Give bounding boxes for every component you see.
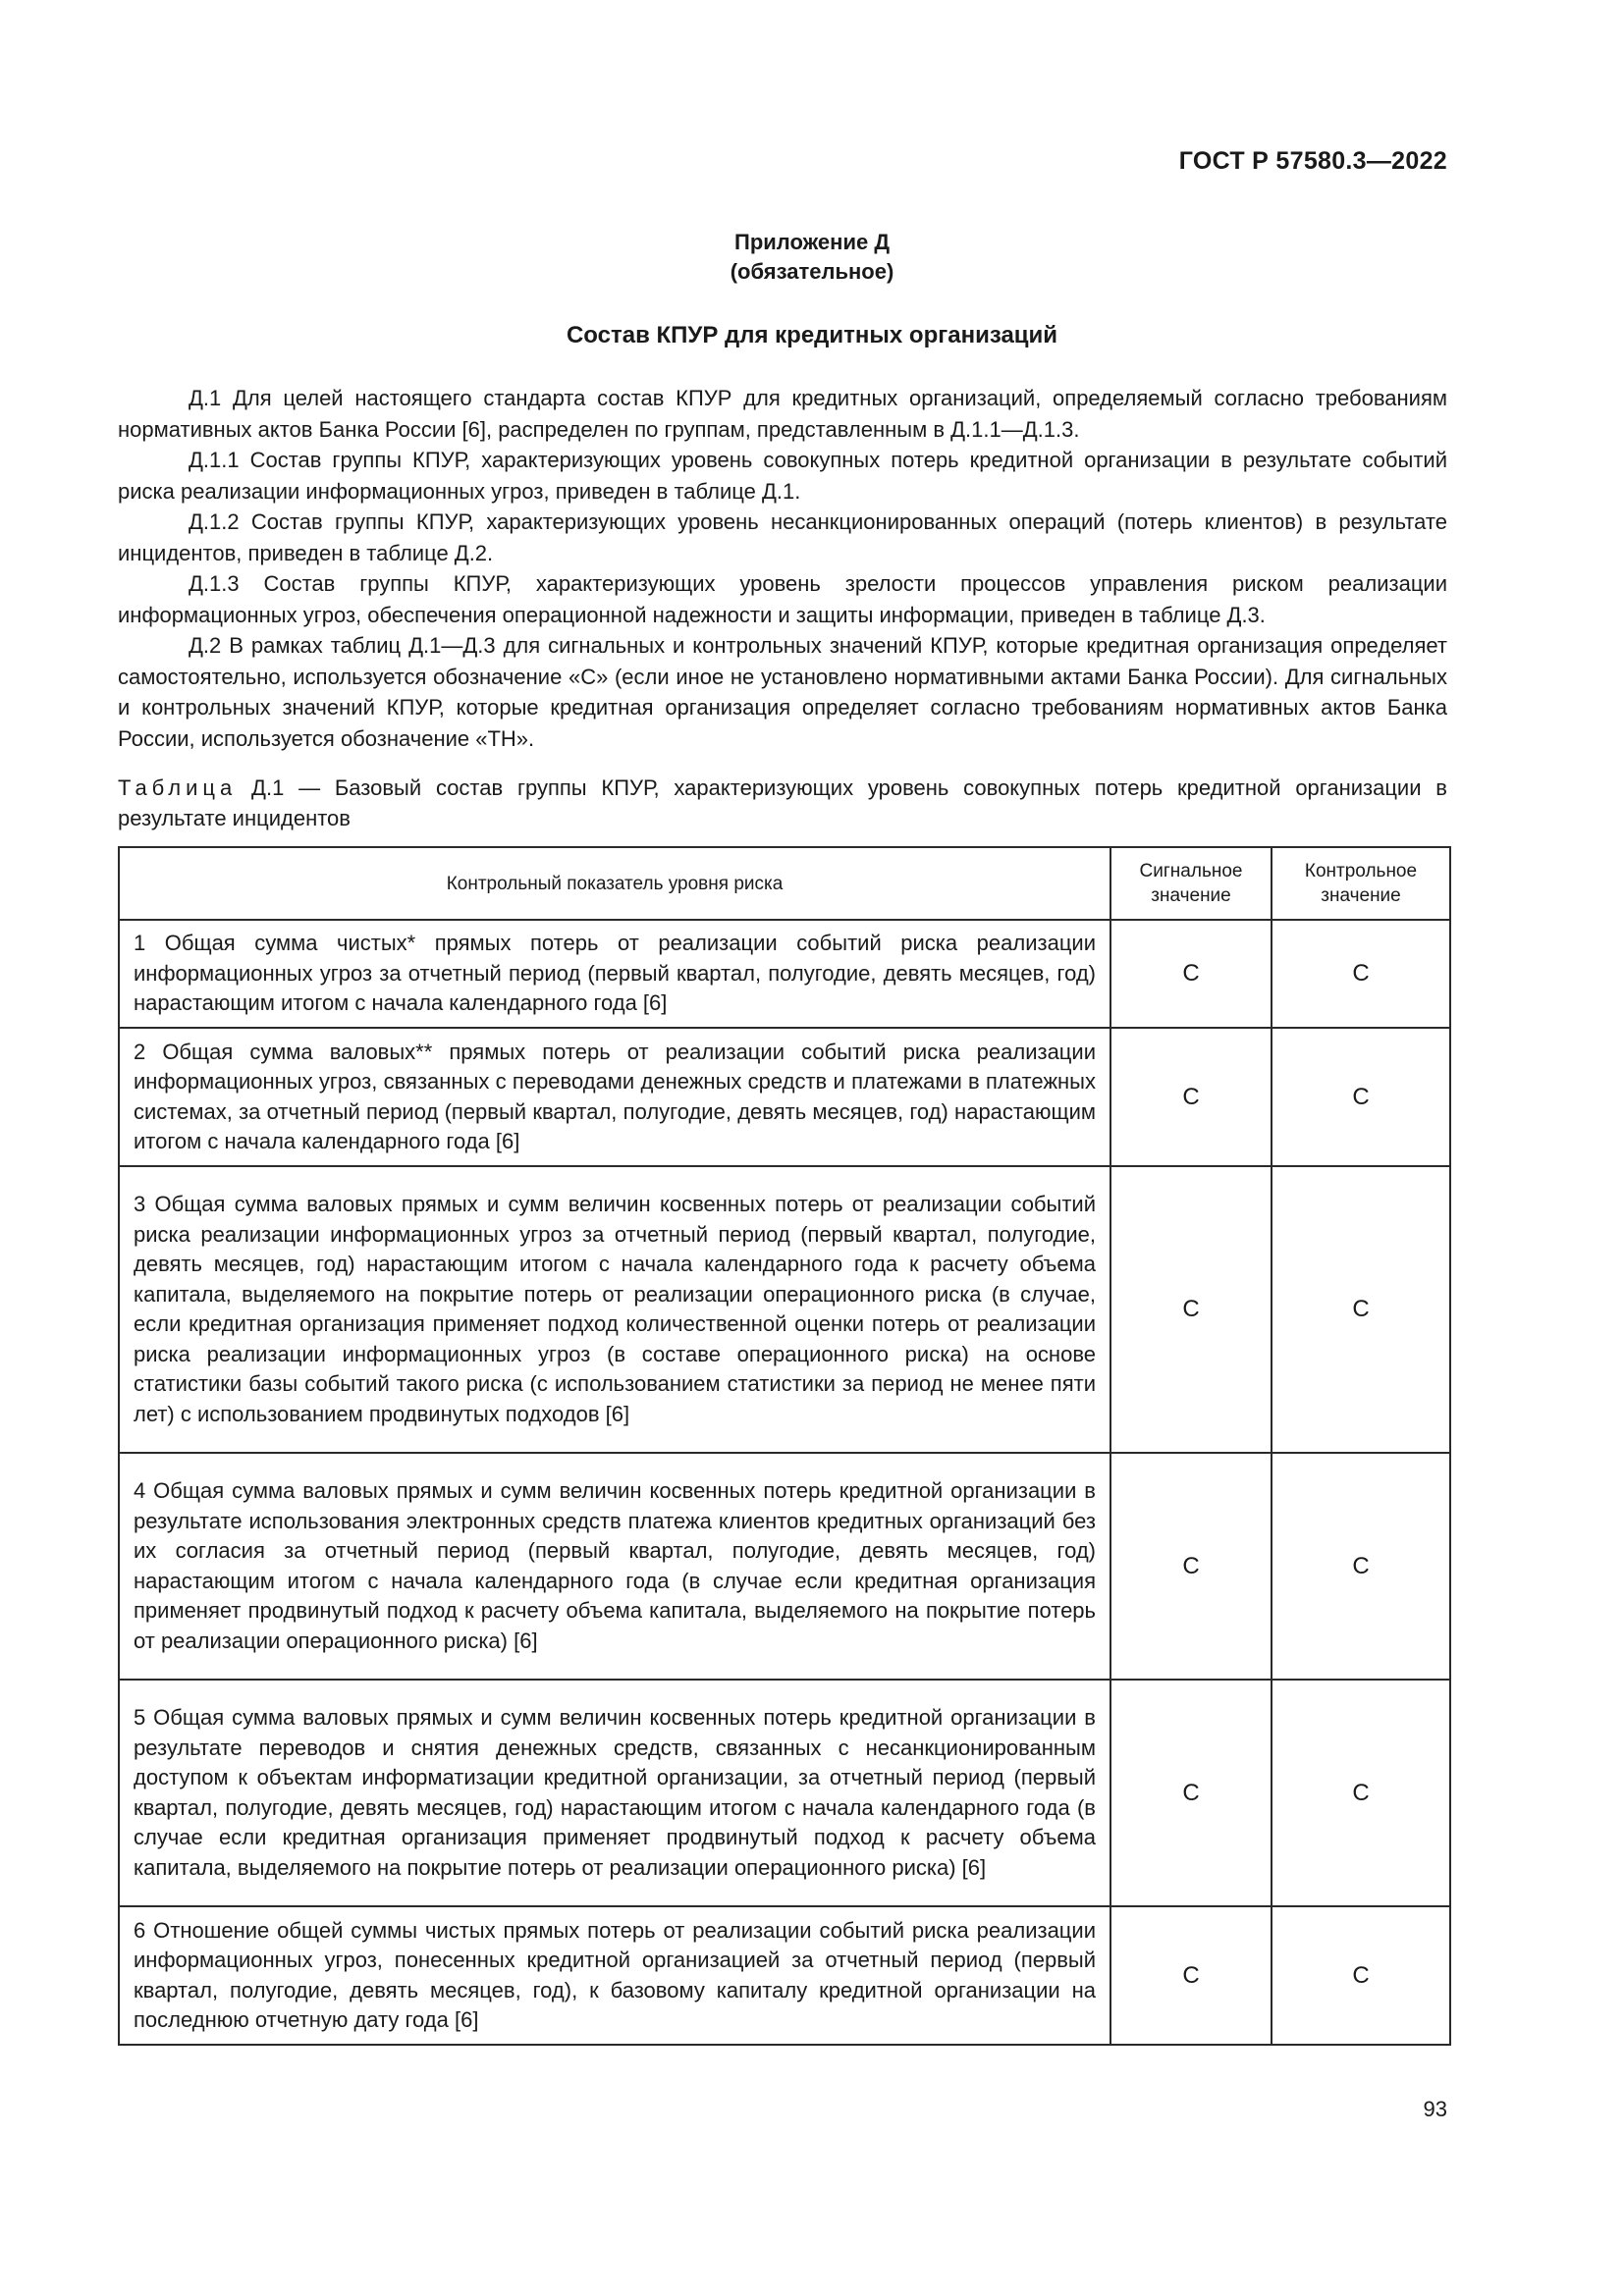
indicator-cell: 3 Общая сумма валовых прямых и сумм величин косвенных потерь от реализации событий риска реализации информационных угроз за отчетный период (первый квартал, полугодие, девять месяцев, год) нарастающим итогом с начала календарного года к расчету объема капитала, выделяемого на покрытие потерь от реализации операционного риска (в случае, если кредитная организация применяет подход количественной оценки потерь от реализации риска реализации информационных угроз (в составе операционного риска) на основе статистики базы событий такого риска (с использованием статистики за период не менее пяти лет) с использованием продвинутых подходов [6] xyxy=(119,1166,1110,1453)
signal-value-cell: С xyxy=(1110,1906,1272,2045)
table-row xyxy=(119,1166,1450,1453)
control-value-cell: С xyxy=(1272,1166,1450,1453)
appendix-heading xyxy=(0,228,1624,287)
document-code: ГОСТ Р 57580.3—2022 xyxy=(1178,147,1447,175)
table-caption-label: Таблица xyxy=(118,775,238,800)
paragraph: Д.2 В рамках таблиц Д.1—Д.3 для сигнальных и контрольных значений КПУР, которые кредитная организация определяет самостоятельно, используется обозначение «С» (если иное не установлено нормативными актами Банка России). Для сигнальных и контрольных значений КПУР, которые кредитная организация определяет согласно требованиям нормативных актов Банка России, используется обозначение «ТН». xyxy=(118,633,1447,751)
kpur-table xyxy=(118,846,1451,2046)
paragraph: Д.1.1 Состав группы КПУР, характеризующих уровень совокупных потерь кредитной организации в результате событий риска реализации информационных угроз, приведен в таблице Д.1. xyxy=(118,448,1447,504)
control-value-cell: С xyxy=(1272,1906,1450,2045)
paragraph: Д.1 Для целей настоящего стандарта состав КПУР для кредитных организаций, определяемый согласно требованиям нормативных актов Банка России [6], распределен по группам, представленным в Д.1.1—Д.1.3. xyxy=(118,386,1447,442)
appendix-status: (обязательное) xyxy=(730,259,894,284)
table-row xyxy=(119,1906,1450,2045)
control-value-cell: С xyxy=(1272,1680,1450,1906)
header-control-value: Контрольное значение xyxy=(1272,847,1450,920)
indicator-cell: 6 Отношение общей суммы чистых прямых потерь от реализации событий риска реализации информационных угроз, понесенных кредитной организацией за отчетный период (первый квартал, полугодие, девять месяцев, год), к базовому капиталу кредитной организации на последнюю отчетную дату года [6] xyxy=(119,1906,1110,2045)
indicator-cell: 2 Общая сумма валовых** прямых потерь от реализации событий риска реализации информационных угроз, связанных с переводами денежных средств и платежами в платежных системах, за отчетный период (первый квартал, полугодие, девять месяцев, год) нарастающим итогом с начала календарного года [6] xyxy=(119,1028,1110,1166)
header-indicator: Контрольный показатель уровня риска xyxy=(119,847,1110,920)
section-title: Состав КПУР для кредитных организаций xyxy=(566,322,1058,348)
paragraph: Д.1.2 Состав группы КПУР, характеризующих уровень несанкционированных операций (потерь клиентов) в результате инцидентов, приведен в таблице Д.2. xyxy=(118,509,1447,565)
table-caption-text: Д.1 — Базовый состав группы КПУР, характеризующих уровень совокупных потерь кредитной организации в результате инцидентов xyxy=(118,775,1447,830)
signal-value-cell: С xyxy=(1110,920,1272,1028)
control-value-cell: С xyxy=(1272,1028,1450,1166)
header-signal-value: Сигнальное значение xyxy=(1110,847,1272,920)
paragraph: Д.1.3 Состав группы КПУР, характеризующих уровень зрелости процессов управления риском реализации информационных угроз, обеспечения операционной надежности и защиты информации, приведен в таблице Д.3. xyxy=(118,571,1447,627)
signal-value-cell: С xyxy=(1110,1028,1272,1166)
control-value-cell: С xyxy=(1272,920,1450,1028)
table-row xyxy=(119,1453,1450,1680)
table-row xyxy=(119,1028,1450,1166)
control-value-cell: С xyxy=(1272,1453,1450,1680)
table-caption xyxy=(118,773,1447,833)
page-number: 93 xyxy=(1423,2097,1447,2121)
appendix-title: Приложение Д xyxy=(734,230,890,254)
signal-value-cell: С xyxy=(1110,1166,1272,1453)
signal-value-cell: С xyxy=(1110,1453,1272,1680)
signal-value-cell: С xyxy=(1110,1680,1272,1906)
table-row xyxy=(119,1680,1450,1906)
indicator-cell: 1 Общая сумма чистых* прямых потерь от реализации событий риска реализации информационных угроз за отчетный период (первый квартал, полугодие, девять месяцев, год) нарастающим итогом с начала календарного года [6] xyxy=(119,920,1110,1028)
indicator-cell: 4 Общая сумма валовых прямых и сумм величин косвенных потерь кредитной организации в результате использования электронных средств платежа клиентов кредитных организаций без их согласия за отчетный период (первый квартал, полугодие, девять месяцев, год) нарастающим итогом с начала календарного года (в случае если кредитная организация применяет продвинутый подход к расчету объема капитала, выделяемого на покрытие потерь от реализации операционного риска) [6] xyxy=(119,1453,1110,1680)
body-text xyxy=(118,383,1447,754)
table-header-row xyxy=(119,847,1450,920)
indicator-cell: 5 Общая сумма валовых прямых и сумм величин косвенных потерь кредитной организации в результате переводов и снятия денежных средств, связанных с несанкционированным доступом к объектам информатизации кредитной организации, за отчетный период (первый квартал, полугодие, девять месяцев, год) нарастающим итогом с начала календарного года (в случае если кредитная организация применяет продвинутый подход к расчету объема капитала, выделяемого на покрытие потерь от реализации операционного риска) [6] xyxy=(119,1680,1110,1906)
table-row xyxy=(119,920,1450,1028)
